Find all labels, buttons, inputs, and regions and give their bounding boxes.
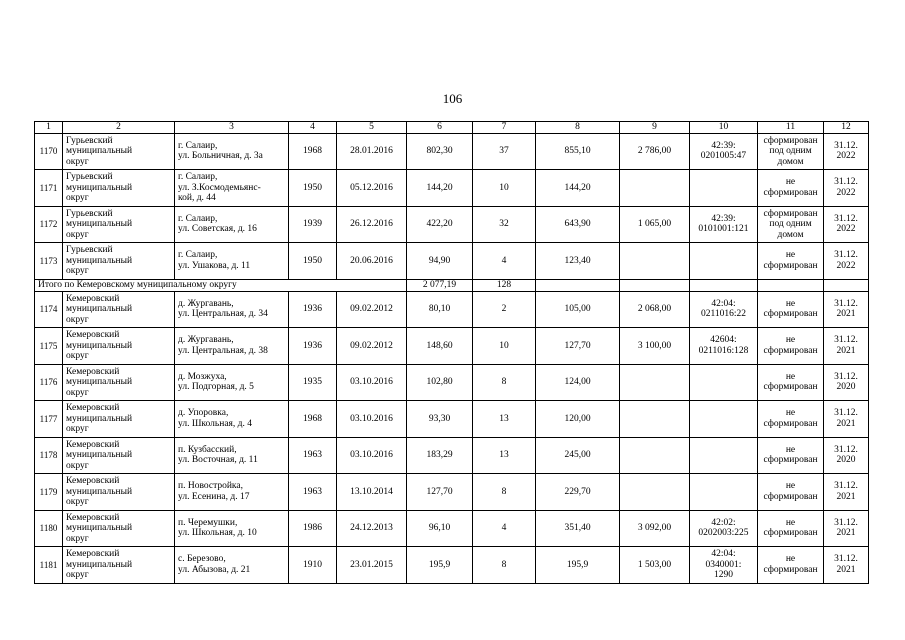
count-cell: 8 <box>473 547 536 584</box>
total-count: 128 <box>473 279 536 291</box>
cadastral-cell <box>690 437 758 474</box>
date-cell: 20.06.2016 <box>337 243 407 280</box>
value-9-cell: 2 068,00 <box>620 291 690 328</box>
count-cell: 4 <box>473 243 536 280</box>
district-cell: Гурьевский муниципальный округ <box>63 133 175 170</box>
deadline-cell: 31.12. 2022 <box>824 170 869 207</box>
column-header: 1 <box>35 122 63 134</box>
column-header: 9 <box>620 122 690 134</box>
value-8-cell: 105,00 <box>536 291 620 328</box>
row-number: 1176 <box>35 364 63 401</box>
cadastral-cell <box>690 364 758 401</box>
value-9-cell <box>620 364 690 401</box>
district-cell: Кемеровский муниципальный округ <box>63 437 175 474</box>
table-row <box>35 547 869 584</box>
value-8-cell: 229,70 <box>536 474 620 511</box>
status-cell: не сформирован <box>758 401 824 438</box>
table-row <box>35 364 869 401</box>
table-row <box>35 206 869 243</box>
row-number: 1175 <box>35 328 63 365</box>
date-cell: 03.10.2016 <box>337 401 407 438</box>
cadastral-cell: 42:04: 0211016:22 <box>690 291 758 328</box>
date-cell: 23.01.2015 <box>337 547 407 584</box>
year-cell: 1936 <box>289 291 337 328</box>
address-cell: д. Жургавань, ул. Центральная, д. 38 <box>175 328 289 365</box>
address-cell: д. Жургавань, ул. Центральная, д. 34 <box>175 291 289 328</box>
total-label: Итого по Кемеровскому муниципальному округу <box>35 279 407 291</box>
column-header: 6 <box>407 122 473 134</box>
value-9-cell: 3 092,00 <box>620 510 690 547</box>
status-cell: не сформирован <box>758 328 824 365</box>
row-number: 1178 <box>35 437 63 474</box>
date-cell: 05.12.2016 <box>337 170 407 207</box>
row-number: 1181 <box>35 547 63 584</box>
address-cell: п. Черемушки, ул. Школьная, д. 10 <box>175 510 289 547</box>
column-header: 7 <box>473 122 536 134</box>
cadastral-cell <box>690 243 758 280</box>
count-cell: 8 <box>473 474 536 511</box>
value-9-cell: 3 100,00 <box>620 328 690 365</box>
value-9-cell: 1 503,00 <box>620 547 690 584</box>
count-cell: 2 <box>473 291 536 328</box>
count-cell: 10 <box>473 170 536 207</box>
column-header: 4 <box>289 122 337 134</box>
row-number: 1174 <box>35 291 63 328</box>
date-cell: 03.10.2016 <box>337 437 407 474</box>
value-9-cell <box>620 170 690 207</box>
address-cell: г. Салаир, ул. Советская, д. 16 <box>175 206 289 243</box>
address-cell: г. Салаир, ул. З.Космодемьянс- кой, д. 44 <box>175 170 289 207</box>
count-cell: 13 <box>473 401 536 438</box>
table-row <box>35 401 869 438</box>
deadline-cell: 31.12. 2021 <box>824 291 869 328</box>
value-9-cell: 2 786,00 <box>620 133 690 170</box>
column-header: 3 <box>175 122 289 134</box>
table-row <box>35 474 869 511</box>
year-cell: 1935 <box>289 364 337 401</box>
district-cell: Кемеровский муниципальный округ <box>63 328 175 365</box>
value-9-cell: 1 065,00 <box>620 206 690 243</box>
deadline-cell: 31.12. 2021 <box>824 510 869 547</box>
count-cell: 8 <box>473 364 536 401</box>
column-header: 2 <box>63 122 175 134</box>
status-cell: не сформирован <box>758 291 824 328</box>
empty-cell <box>536 279 620 291</box>
area-cell: 96,10 <box>407 510 473 547</box>
status-cell: не сформирован <box>758 170 824 207</box>
value-8-cell: 245,00 <box>536 437 620 474</box>
area-cell: 80,10 <box>407 291 473 328</box>
address-cell: г. Салаир, ул. Больничная, д. 3а <box>175 133 289 170</box>
deadline-cell: 31.12. 2021 <box>824 401 869 438</box>
value-9-cell <box>620 437 690 474</box>
count-cell: 32 <box>473 206 536 243</box>
year-cell: 1986 <box>289 510 337 547</box>
column-header: 11 <box>758 122 824 134</box>
date-cell: 28.01.2016 <box>337 133 407 170</box>
row-number: 1180 <box>35 510 63 547</box>
value-8-cell: 195,9 <box>536 547 620 584</box>
area-cell: 93,30 <box>407 401 473 438</box>
date-cell: 09.02.2012 <box>337 328 407 365</box>
address-cell: г. Салаир, ул. Ушакова, д. 11 <box>175 243 289 280</box>
empty-cell <box>824 279 869 291</box>
cadastral-cell <box>690 170 758 207</box>
count-cell: 4 <box>473 510 536 547</box>
row-number: 1170 <box>35 133 63 170</box>
area-cell: 144,20 <box>407 170 473 207</box>
status-cell: сформирован под одним домом <box>758 206 824 243</box>
empty-cell <box>690 279 758 291</box>
row-number: 1171 <box>35 170 63 207</box>
value-9-cell <box>620 243 690 280</box>
table-row <box>35 170 869 207</box>
area-cell: 102,80 <box>407 364 473 401</box>
status-cell: не сформирован <box>758 510 824 547</box>
table-row <box>35 510 869 547</box>
cadastral-cell <box>690 401 758 438</box>
date-cell: 13.10.2014 <box>337 474 407 511</box>
value-8-cell: 120,00 <box>536 401 620 438</box>
column-header: 8 <box>536 122 620 134</box>
page-number: 106 <box>442 91 463 106</box>
column-header: 12 <box>824 122 869 134</box>
date-cell: 09.02.2012 <box>337 291 407 328</box>
housing-table <box>34 121 869 584</box>
address-cell: д. Мозжуха, ул. Подгорная, д. 5 <box>175 364 289 401</box>
value-8-cell: 127,70 <box>536 328 620 365</box>
area-cell: 148,60 <box>407 328 473 365</box>
district-cell: Гурьевский муниципальный округ <box>63 206 175 243</box>
district-cell: Кемеровский муниципальный округ <box>63 510 175 547</box>
year-cell: 1950 <box>289 243 337 280</box>
status-cell: не сформирован <box>758 243 824 280</box>
value-8-cell: 123,40 <box>536 243 620 280</box>
table-row <box>35 437 869 474</box>
cadastral-cell <box>690 474 758 511</box>
total-area: 2 077,19 <box>407 279 473 291</box>
year-cell: 1968 <box>289 401 337 438</box>
date-cell: 03.10.2016 <box>337 364 407 401</box>
value-9-cell <box>620 474 690 511</box>
deadline-cell: 31.12. 2020 <box>824 364 869 401</box>
address-cell: д. Упоровка, ул. Школьная, д. 4 <box>175 401 289 438</box>
district-cell: Кемеровский муниципальный округ <box>63 474 175 511</box>
district-cell: Гурьевский муниципальный округ <box>63 170 175 207</box>
header-row <box>35 122 869 134</box>
cadastral-cell: 42:39: 0101001:121 <box>690 206 758 243</box>
total-row <box>35 279 869 291</box>
count-cell: 37 <box>473 133 536 170</box>
status-cell: не сформирован <box>758 364 824 401</box>
year-cell: 1910 <box>289 547 337 584</box>
area-cell: 422,20 <box>407 206 473 243</box>
cadastral-cell: 42604: 0211016:128 <box>690 328 758 365</box>
deadline-cell: 31.12. 2021 <box>824 474 869 511</box>
area-cell: 94,90 <box>407 243 473 280</box>
value-8-cell: 144,20 <box>536 170 620 207</box>
table-row <box>35 291 869 328</box>
address-cell: п. Кузбасский, ул. Восточная, д. 11 <box>175 437 289 474</box>
district-cell: Гурьевский муниципальный округ <box>63 243 175 280</box>
year-cell: 1963 <box>289 437 337 474</box>
area-cell: 127,70 <box>407 474 473 511</box>
district-cell: Кемеровский муниципальный округ <box>63 401 175 438</box>
area-cell: 183,29 <box>407 437 473 474</box>
empty-cell <box>620 279 690 291</box>
address-cell: п. Новостройка, ул. Есенина, д. 17 <box>175 474 289 511</box>
count-cell: 10 <box>473 328 536 365</box>
district-cell: Кемеровский муниципальный округ <box>63 547 175 584</box>
table-row <box>35 328 869 365</box>
status-cell: не сформирован <box>758 437 824 474</box>
date-cell: 24.12.2013 <box>337 510 407 547</box>
year-cell: 1963 <box>289 474 337 511</box>
column-header: 5 <box>337 122 407 134</box>
cadastral-cell: 42:02: 0202003:225 <box>690 510 758 547</box>
status-cell: не сформирован <box>758 474 824 511</box>
address-cell: с. Березово, ул. Абызова, д. 21 <box>175 547 289 584</box>
status-cell: не сформирован <box>758 547 824 584</box>
area-cell: 195,9 <box>407 547 473 584</box>
date-cell: 26.12.2016 <box>337 206 407 243</box>
district-cell: Кемеровский муниципальный округ <box>63 364 175 401</box>
row-number: 1179 <box>35 474 63 511</box>
deadline-cell: 31.12. 2021 <box>824 547 869 584</box>
deadline-cell: 31.12. 2022 <box>824 206 869 243</box>
area-cell: 802,30 <box>407 133 473 170</box>
value-8-cell: 855,10 <box>536 133 620 170</box>
year-cell: 1936 <box>289 328 337 365</box>
year-cell: 1939 <box>289 206 337 243</box>
year-cell: 1950 <box>289 170 337 207</box>
deadline-cell: 31.12. 2020 <box>824 437 869 474</box>
status-cell: сформирован под одним домом <box>758 133 824 170</box>
row-number: 1173 <box>35 243 63 280</box>
row-number: 1172 <box>35 206 63 243</box>
value-8-cell: 124,00 <box>536 364 620 401</box>
value-8-cell: 643,90 <box>536 206 620 243</box>
deadline-cell: 31.12. 2022 <box>824 243 869 280</box>
district-cell: Кемеровский муниципальный округ <box>63 291 175 328</box>
deadline-cell: 31.12. 2022 <box>824 133 869 170</box>
cadastral-cell: 42:04: 0340001: 1290 <box>690 547 758 584</box>
value-8-cell: 351,40 <box>536 510 620 547</box>
column-header: 10 <box>690 122 758 134</box>
table-row <box>35 133 869 170</box>
empty-cell <box>758 279 824 291</box>
cadastral-cell: 42:39: 0201005:47 <box>690 133 758 170</box>
count-cell: 13 <box>473 437 536 474</box>
row-number: 1177 <box>35 401 63 438</box>
year-cell: 1968 <box>289 133 337 170</box>
deadline-cell: 31.12. 2021 <box>824 328 869 365</box>
table-row <box>35 243 869 280</box>
value-9-cell <box>620 401 690 438</box>
